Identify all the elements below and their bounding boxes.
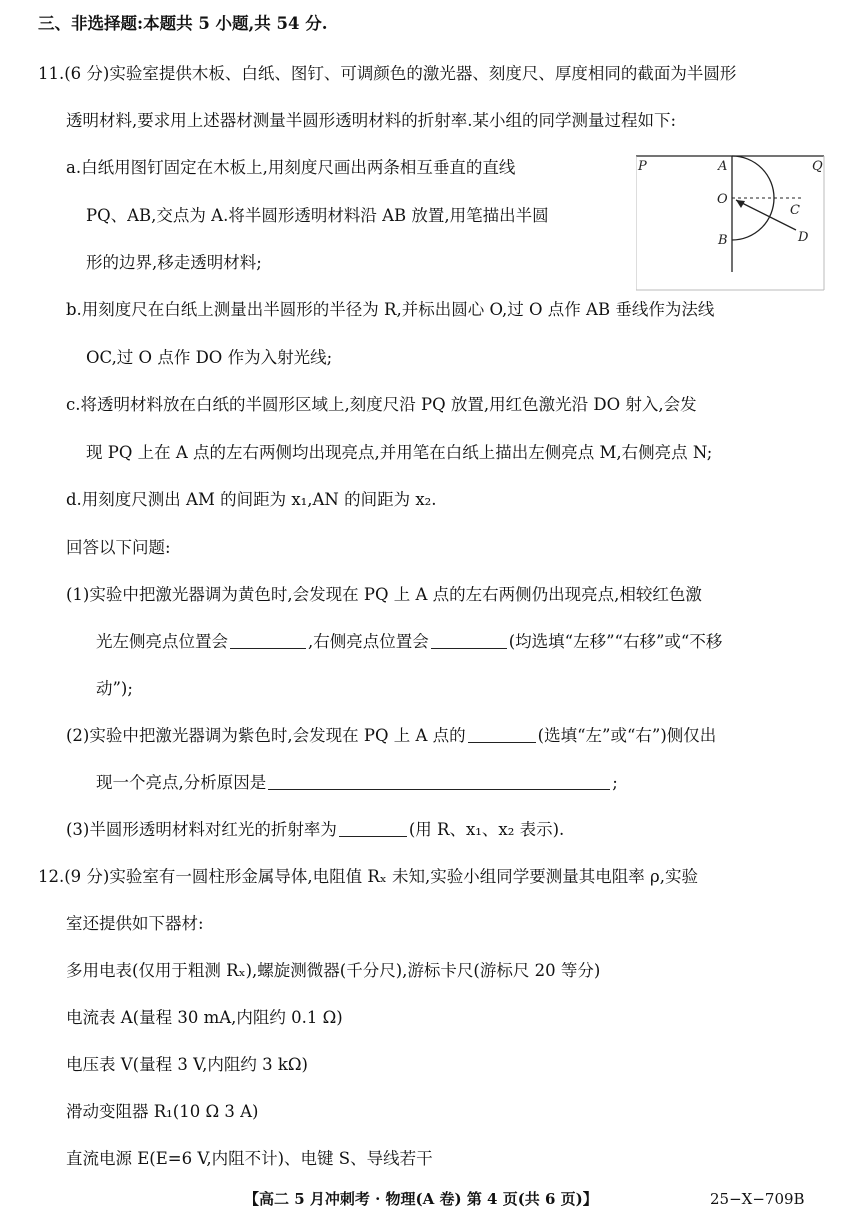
label-b: B [718, 233, 728, 248]
q11-part1-text-b: ,右侧亮点位置会 [308, 632, 429, 651]
page-footer-code: 25−X−709B [710, 1190, 805, 1208]
q11-part1-text-a: 光左侧亮点位置会 [96, 632, 228, 651]
label-p: P [638, 159, 647, 174]
q11-part1-line1: (1)实验中把激光器调为黄色时,会发现在 PQ 上 A 点的左右两侧仍出现亮点,相较红色激 [66, 585, 702, 604]
answer-blank-1a[interactable] [230, 633, 306, 649]
label-d: D [798, 230, 809, 245]
q11-step-a-1: a.白纸用图钉固定在木板上,用刻度尺画出两条相互垂直的直线 [66, 158, 516, 177]
answer-blank-1b[interactable] [431, 633, 507, 649]
page-footer-title: 【高二 5 月冲刺考 · 物理(A 卷) 第 4 页(共 6 页)】 [244, 1190, 598, 1208]
q11-step-c-1: c.将透明材料放在白纸的半圆形区域上,刻度尺沿 PQ 放置,用红色激光沿 DO 射入,会发 [66, 395, 697, 414]
q11-part2-line2 [96, 773, 618, 793]
q11-prompt: 回答以下问题: [66, 538, 171, 557]
q11-line-2: 透明材料,要求用上述器材测量半圆形透明材料的折射率.某小组的同学测量过程如下: [66, 111, 677, 130]
q11-step-b-1: b.用刻度尺在白纸上测量出半圆形的半径为 R,并标出圆心 O,过 O 点作 AB 垂线作为法线 [66, 300, 715, 319]
incident-ray-do [736, 200, 796, 230]
equipment-5: 直流电源 E(E=6 V,内阻不计)、电键 S、导线若干 [66, 1149, 433, 1168]
q11-part2-line1 [66, 726, 716, 746]
q11-part1-text-c: (均选填“左移”“右移”或“不移 [508, 632, 723, 651]
q11-part1-line3: 动”); [96, 679, 133, 698]
label-a: A [718, 159, 728, 174]
equipment-2: 电流表 A(量程 30 mA,内阻约 0.1 Ω) [66, 1008, 343, 1027]
answer-blank-2a[interactable] [468, 727, 536, 743]
label-o: O [717, 192, 728, 207]
q11-part1-line2 [96, 632, 722, 652]
section-heading: 三、非选择题:本题共 5 小题,共 54 分. [38, 14, 328, 33]
q11-part3-text-b: (用 R、x₁、x₂ 表示). [408, 820, 565, 839]
q11-part2-text-b: (选填“左”或“右”)侧仅出 [537, 726, 717, 745]
q11-part3-text-a: (3)半圆形透明材料对红光的折射率为 [66, 820, 337, 839]
q11-step-d: d.用刻度尺测出 AM 的间距为 x₁,AN 的间距为 x₂. [66, 490, 437, 509]
label-c: C [790, 203, 800, 218]
equipment-4: 滑动变阻器 R₁(10 Ω 3 A) [66, 1102, 259, 1121]
q11-step-c-2: 现 PQ 上在 A 点的左右两侧均出现亮点,并用笔在白纸上描出左侧亮点 M,右侧亮点 N; [86, 443, 713, 462]
q11-step-a-3: 形的边界,移走透明材料; [86, 253, 262, 272]
equipment-3: 电压表 V(量程 3 V,内阻约 3 kΩ) [66, 1055, 308, 1074]
q11-step-b-2: OC,过 O 点作 DO 作为入射光线; [86, 348, 333, 367]
label-q: Q [812, 159, 823, 174]
q11-part2-text-a: (2)实验中把激光器调为紫色时,会发现在 PQ 上 A 点的 [66, 726, 466, 745]
q11-part2-text-d: ; [612, 773, 618, 792]
answer-blank-2b[interactable] [268, 774, 610, 790]
equipment-1: 多用电表(仅用于粗测 Rₓ),螺旋测微器(千分尺),游标卡尺(游标尺 20 等分) [66, 961, 601, 980]
q12-line-1: 12.(9 分)实验室有一圆柱形金属导体,电阻值 Rₓ 未知,实验小组同学要测量其电阻率 ρ,实验 [38, 867, 698, 886]
q12-line-2: 室还提供如下器材: [66, 914, 204, 933]
q11-step-a-2: PQ、AB,交点为 A.将半圆形透明材料沿 AB 放置,用笔描出半圆 [86, 206, 549, 225]
refraction-diagram [636, 152, 826, 292]
q11-part3 [66, 820, 564, 840]
q11-line-1: 11.(6 分)实验室提供木板、白纸、图钉、可调颜色的激光器、刻度尺、厚度相同的截面为半圆形 [38, 64, 737, 83]
answer-blank-3[interactable] [339, 821, 407, 837]
q11-part2-text-c: 现一个亮点,分析原因是 [96, 773, 267, 792]
